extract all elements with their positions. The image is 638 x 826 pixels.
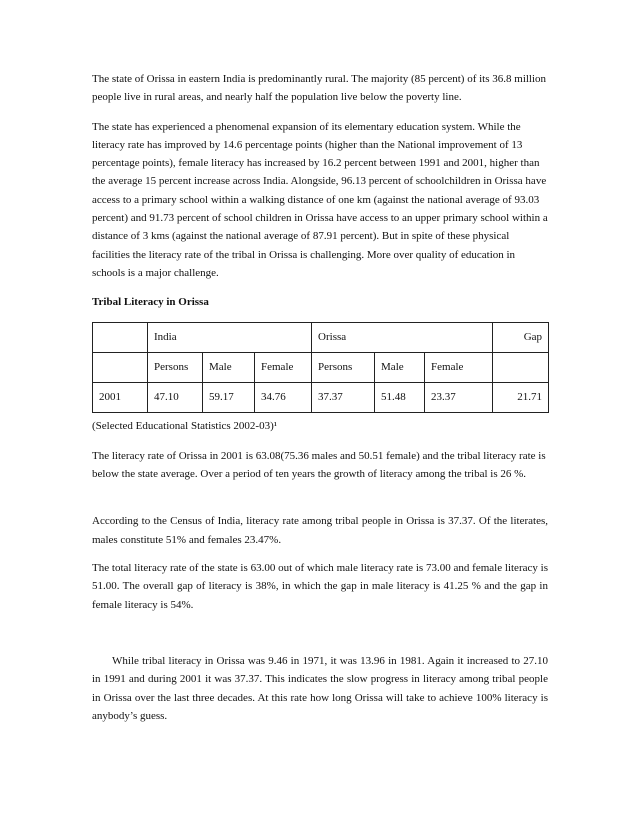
table-subheader-cell: Male [203,352,255,382]
table-cell-empty [493,352,549,382]
table-header-row [93,322,549,352]
table-cell: 59.17 [203,382,255,412]
table-subheader-cell: Persons [312,352,375,382]
table-subheader-cell: Male [375,352,425,382]
table-cell-year: 2001 [93,382,148,412]
table-source-note: (Selected Educational Statistics 2002-03)¹ [92,419,278,432]
table-cell-empty [93,322,148,352]
table-cell-gap: 21.71 [493,382,549,412]
table-cell: 23.37 [425,382,493,412]
paragraph-literacy-trend: While tribal literacy in Orissa was 9.46 in 1971, it was 13.96 in 1981. Again it increased to 27.10 in 1991 and during 2001 it was 37.37. This indicates the slow progress in literacy among tribal people in Orissa over the last three decades. At this rate how long Orissa will take to achieve 100% literacy is anybody’s guess. [92,654,548,722]
paragraph-census: According to the Census of India, literacy rate among tribal people in Orissa is 37.37. Of the literates, males constitute 51% and females 23.47%. [92,515,548,546]
paragraph-orissa-rural: The state of Orissa in eastern India is predominantly rural. The majority (85 percent) of its 36.8 million people live in rural areas, and nearly half the population live below the poverty line. [92,73,547,104]
document-body [92,70,548,725]
section-heading: Tribal Literacy in Orissa [92,296,209,309]
table-subheader-cell: Persons [148,352,203,382]
paragraph-literacy-rate: The literacy rate of Orissa in 2001 is 63.08(75.36 males and 50.51 female) and the tribal literacy rate is below the state average. Over a period of ten years the growth of literacy among the tribal is 26 %. [92,449,546,481]
table-cell: 34.76 [255,382,312,412]
table-cell: 37.37 [312,382,375,412]
table-subheader-cell: Female [425,352,493,382]
table-subheader-cell: Female [255,352,312,382]
table-subheader-row [93,352,549,382]
tribal-literacy-table [92,322,549,413]
table-header-orissa: Orissa [312,322,493,352]
table-row [93,382,549,412]
table-header-india: India [148,322,312,352]
table-cell: 47.10 [148,382,203,412]
table-cell-empty [93,352,148,382]
table-header-gap: Gap [493,322,549,352]
paragraph-education-expansion: The state has experienced a phenomenal expansion of its elementary education system. While the literacy rate has improved by 14.6 percentage points (higher than the National improvement of 13 percentage points), female literacy has increased by 16.2 percent between 1991 and 2001, higher than the average 15 percent increase across India. Alongside, 96.13 percent of schoolchildren in Orissa have access to a primary school within a walking distance of one km (against the national average of 93.03 percent) and 91.73 percent of school children in Orissa have access to an upper primary school within a distance of 3 kms (against the national average of 87.91 percent). But in spite of these physical facilities the literacy rate of the tribal in Orissa is challenging. More over quality of education in schools is a major challenge. [92,120,548,279]
paragraph-total-literacy: The total literacy rate of the state is 63.00 out of which male literacy rate is 73.00 and female literacy is 51.00. The overall gap of literacy is 38%, in which the gap in male literacy is 41.25 % and the gap in female literacy is 54%. [92,562,548,611]
table-cell: 51.48 [375,382,425,412]
